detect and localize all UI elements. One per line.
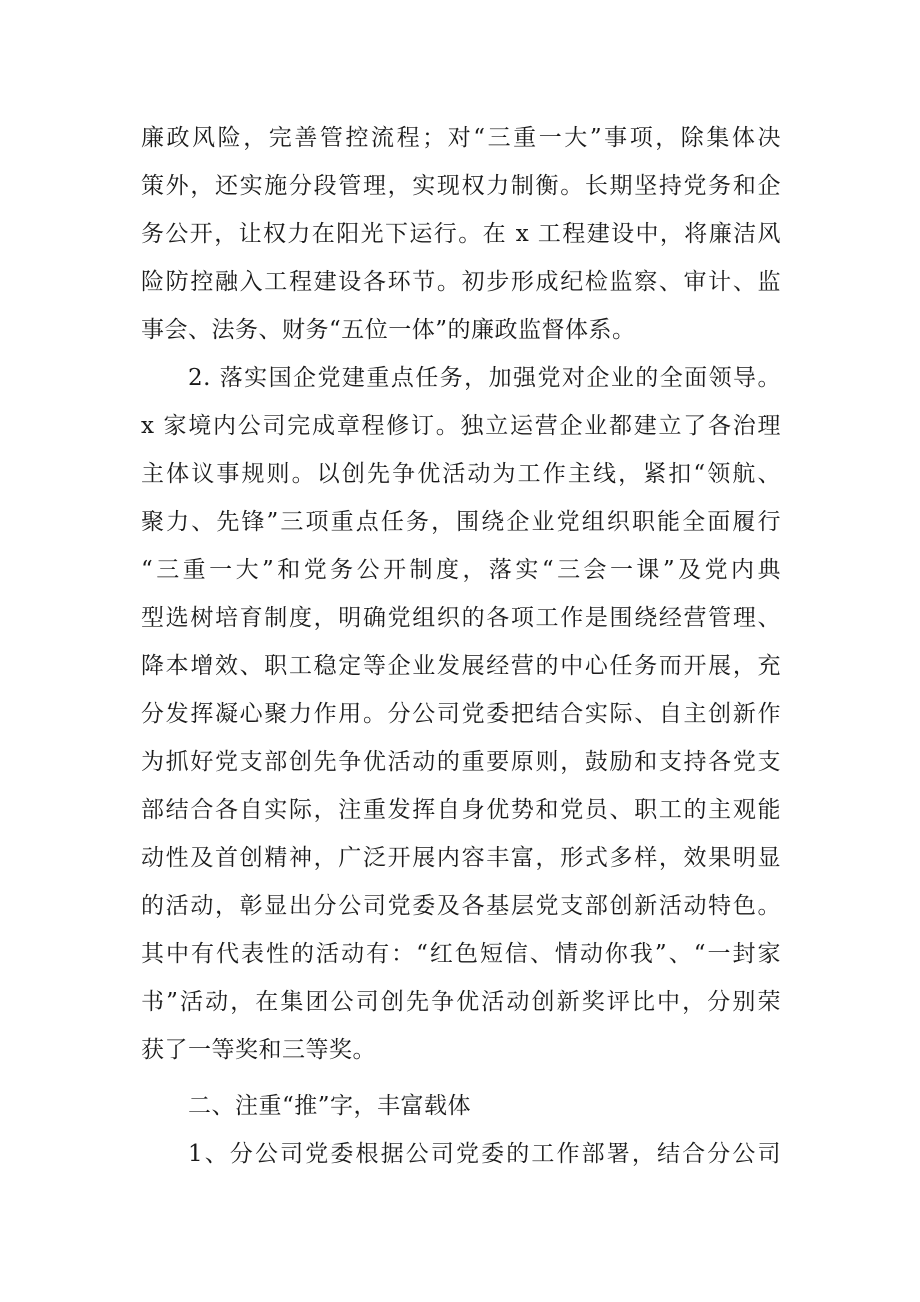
body-line: 降本增效、职工稳定等企业发展经营的中心任务而开展，充 [141, 653, 781, 679]
body-line: 分发挥凝心聚力作用。分公司党委把结合实际、自主创新作 [141, 701, 781, 727]
body-line: 事会、法务、财务“五位一体”的廉政监督体系。 [141, 317, 636, 343]
body-line: 获了一等奖和三等奖。 [141, 1037, 376, 1063]
body-line: x 家境内公司完成章程修订。独立运营企业都建立了各治理 [141, 413, 781, 439]
body-line: 为抓好党支部创先争优活动的重要原则，鼓励和支持各党支 [141, 749, 781, 775]
body-line: 险防控融入工程建设各环节。初步形成纪检监察、审计、监 [141, 269, 781, 295]
body-line: 的活动，彰显出分公司党委及各基层党支部创新活动特色。 [141, 893, 781, 919]
paragraph-heading-2: 2. 落实国企党建重点任务，加强党对企业的全面领导。 [188, 365, 781, 391]
body-line: 策外，还实施分段管理，实现权力制衡。长期坚持党务和企 [141, 173, 781, 199]
body-line: 型选树培育制度，明确党组织的各项工作是围绕经营管理、 [141, 605, 781, 631]
body-line: “三重一大”和党务公开制度，落实“三会一课”及党内典 [141, 557, 781, 583]
body-line: 部结合各自实际，注重发挥自身优势和党员、职工的主观能 [141, 797, 781, 823]
body-line: 书”活动，在集团公司创先争优活动创新奖评比中，分别荣 [141, 989, 781, 1015]
body-line: 聚力、先锋”三项重点任务，围绕企业党组织职能全面履行 [141, 509, 781, 535]
body-line: 动性及首创精神，广泛开展内容丰富，形式多样，效果明显 [141, 845, 781, 871]
body-line: 务公开，让权力在阳光下运行。在 x 工程建设中，将廉洁风 [141, 221, 781, 247]
body-line: 主体议事规则。以创先争优活动为工作主线，紧扣“领航、 [141, 461, 781, 487]
paragraph-start-line: 1、分公司党委根据公司党委的工作部署，结合分公司 [188, 1141, 781, 1167]
body-line: 其中有代表性的活动有：“红色短信、情动你我”、“一封家 [141, 941, 781, 967]
body-line: 廉政风险，完善管控流程；对“三重一大”事项，除集体决 [141, 125, 781, 151]
section-heading: 二、注重“推”字，丰富载体 [188, 1093, 472, 1119]
